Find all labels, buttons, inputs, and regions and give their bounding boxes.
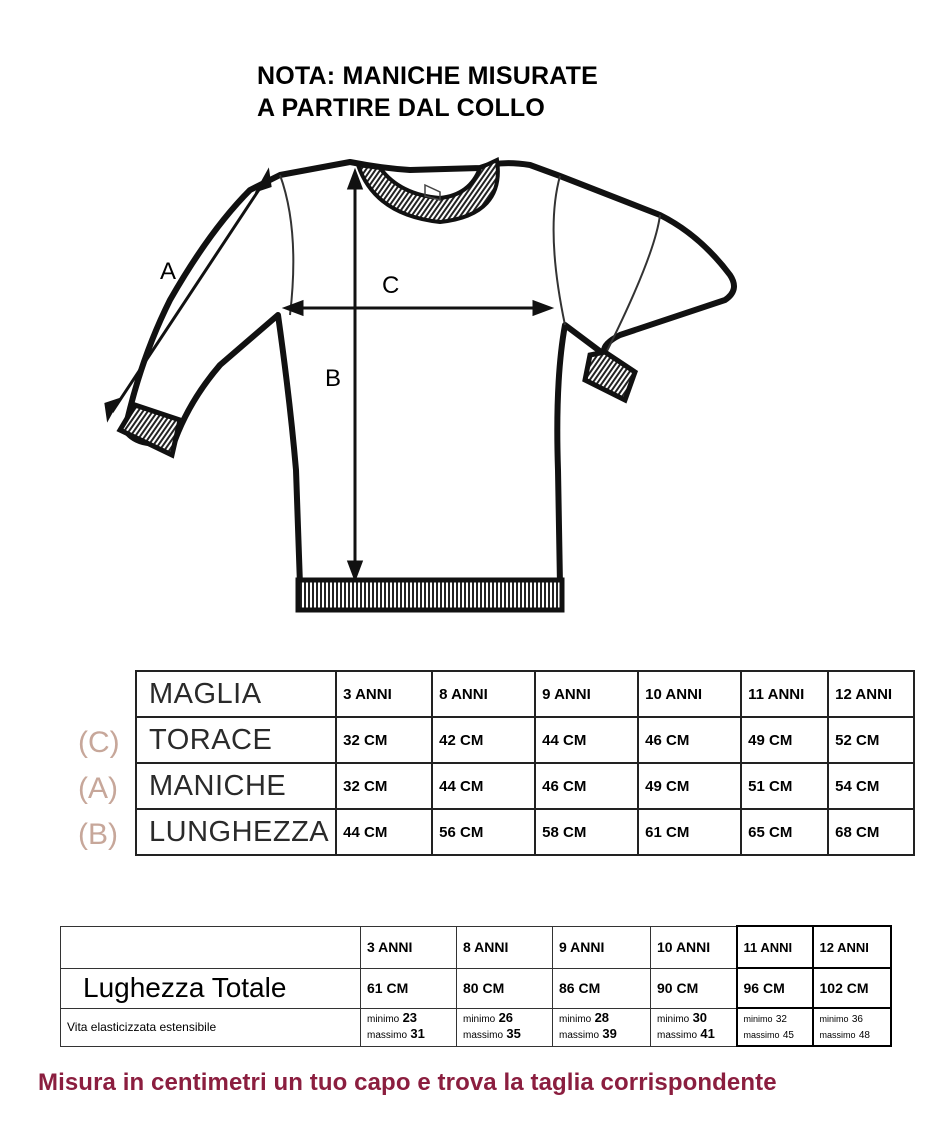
min-label: minimo bbox=[367, 1014, 400, 1025]
table-cell: 54 CM bbox=[828, 763, 914, 809]
header-cell: 12 ANNI bbox=[813, 926, 891, 968]
max-value: 45 bbox=[782, 1030, 794, 1041]
range-cell bbox=[737, 1008, 813, 1046]
table-row bbox=[136, 763, 914, 809]
table-cell: 46 CM bbox=[535, 763, 638, 809]
table-cell: 44 CM bbox=[432, 763, 535, 809]
footer-instruction: Misura in centimetri un tuo capo e trova la taglia corrispondente bbox=[38, 1069, 777, 1096]
size-table-header bbox=[136, 671, 914, 717]
range-cell bbox=[457, 1008, 553, 1046]
table-cell: 61 CM bbox=[638, 809, 741, 855]
table-row bbox=[136, 809, 914, 855]
table-cell: 96 CM bbox=[737, 968, 813, 1008]
max-label: massimo bbox=[819, 1030, 856, 1040]
table-cell: 52 CM bbox=[828, 717, 914, 763]
header-cell: 3 ANNI bbox=[361, 926, 457, 968]
table-row bbox=[136, 717, 914, 763]
max-value: 31 bbox=[410, 1026, 425, 1041]
length-table-header bbox=[61, 926, 891, 968]
note-line-2: A PARTIRE DAL COLLO bbox=[257, 94, 546, 122]
table-cell: 58 CM bbox=[535, 809, 638, 855]
dimension-label-a: A bbox=[160, 258, 177, 285]
min-label: minimo bbox=[743, 1014, 773, 1024]
size-table bbox=[135, 670, 915, 856]
min-value: 28 bbox=[594, 1010, 610, 1025]
table-cell: 61 CM bbox=[361, 968, 457, 1008]
min-label: minimo bbox=[819, 1014, 849, 1024]
max-label: massimo bbox=[743, 1030, 780, 1040]
range-cell bbox=[651, 1008, 737, 1046]
header-cell: 10 ANNI bbox=[651, 926, 737, 968]
empty-corner-cell bbox=[61, 926, 361, 968]
header-cell: 11 ANNI bbox=[741, 671, 828, 717]
table-row bbox=[61, 968, 891, 1008]
header-cell: 3 ANNI bbox=[336, 671, 432, 717]
right-cuff-rib bbox=[585, 352, 635, 400]
letter-c: (C) bbox=[78, 726, 120, 759]
hem-rib bbox=[298, 580, 562, 610]
header-cell: 9 ANNI bbox=[535, 671, 638, 717]
table-cell: 90 CM bbox=[651, 968, 737, 1008]
header-cell: 12 ANNI bbox=[828, 671, 914, 717]
table-cell: 80 CM bbox=[457, 968, 553, 1008]
row-label: Lughezza Totale bbox=[61, 968, 361, 1008]
note-line-1: NOTA: MANICHE MISURATE bbox=[257, 62, 598, 90]
row-label: Vita elasticizzata estensibile bbox=[61, 1008, 361, 1046]
letter-b: (B) bbox=[78, 818, 118, 851]
max-label: massimo bbox=[463, 1030, 504, 1041]
table-cell: 56 CM bbox=[432, 809, 535, 855]
table-cell: 65 CM bbox=[741, 809, 828, 855]
header-cell: 11 ANNI bbox=[737, 926, 813, 968]
min-value: 26 bbox=[498, 1010, 514, 1025]
table-cell: 51 CM bbox=[741, 763, 828, 809]
max-value: 41 bbox=[700, 1026, 715, 1041]
table-cell: 49 CM bbox=[741, 717, 828, 763]
max-label: massimo bbox=[367, 1030, 408, 1041]
header-cell: 10 ANNI bbox=[638, 671, 741, 717]
min-value: 32 bbox=[775, 1014, 787, 1025]
note-heading bbox=[257, 60, 598, 124]
table-cell: 32 CM bbox=[336, 763, 432, 809]
measure-letter-column bbox=[78, 720, 138, 858]
row-label: LUNGHEZZA bbox=[136, 809, 336, 855]
header-cell: MAGLIA bbox=[136, 671, 336, 717]
sweater-outline bbox=[125, 162, 734, 585]
table-cell: 86 CM bbox=[553, 968, 651, 1008]
header-cell: 9 ANNI bbox=[553, 926, 651, 968]
range-cell bbox=[361, 1008, 457, 1046]
table-cell: 102 CM bbox=[813, 968, 891, 1008]
table-row bbox=[61, 1008, 891, 1046]
header-cell: 8 ANNI bbox=[457, 926, 553, 968]
sweater-diagram bbox=[0, 140, 934, 630]
min-label: minimo bbox=[559, 1014, 592, 1025]
dimension-label-c: C bbox=[382, 272, 400, 299]
row-label: TORACE bbox=[136, 717, 336, 763]
max-value: 48 bbox=[858, 1030, 870, 1041]
row-label: MANICHE bbox=[136, 763, 336, 809]
max-label: massimo bbox=[559, 1030, 600, 1041]
table-cell: 49 CM bbox=[638, 763, 741, 809]
max-value: 39 bbox=[602, 1026, 617, 1041]
dimension-label-b: B bbox=[325, 365, 342, 392]
table-cell: 44 CM bbox=[336, 809, 432, 855]
letter-a: (A) bbox=[78, 772, 118, 805]
table-cell: 68 CM bbox=[828, 809, 914, 855]
max-label: massimo bbox=[657, 1030, 698, 1041]
range-cell bbox=[813, 1008, 891, 1046]
min-label: minimo bbox=[463, 1014, 496, 1025]
min-label: minimo bbox=[657, 1014, 690, 1025]
max-value: 35 bbox=[506, 1026, 521, 1041]
min-value: 30 bbox=[692, 1010, 708, 1025]
range-cell bbox=[553, 1008, 651, 1046]
min-value: 23 bbox=[402, 1010, 418, 1025]
table-cell: 32 CM bbox=[336, 717, 432, 763]
table-cell: 44 CM bbox=[535, 717, 638, 763]
length-table bbox=[60, 925, 892, 1047]
table-cell: 42 CM bbox=[432, 717, 535, 763]
table-cell: 46 CM bbox=[638, 717, 741, 763]
min-value: 36 bbox=[851, 1014, 863, 1025]
header-cell: 8 ANNI bbox=[432, 671, 535, 717]
